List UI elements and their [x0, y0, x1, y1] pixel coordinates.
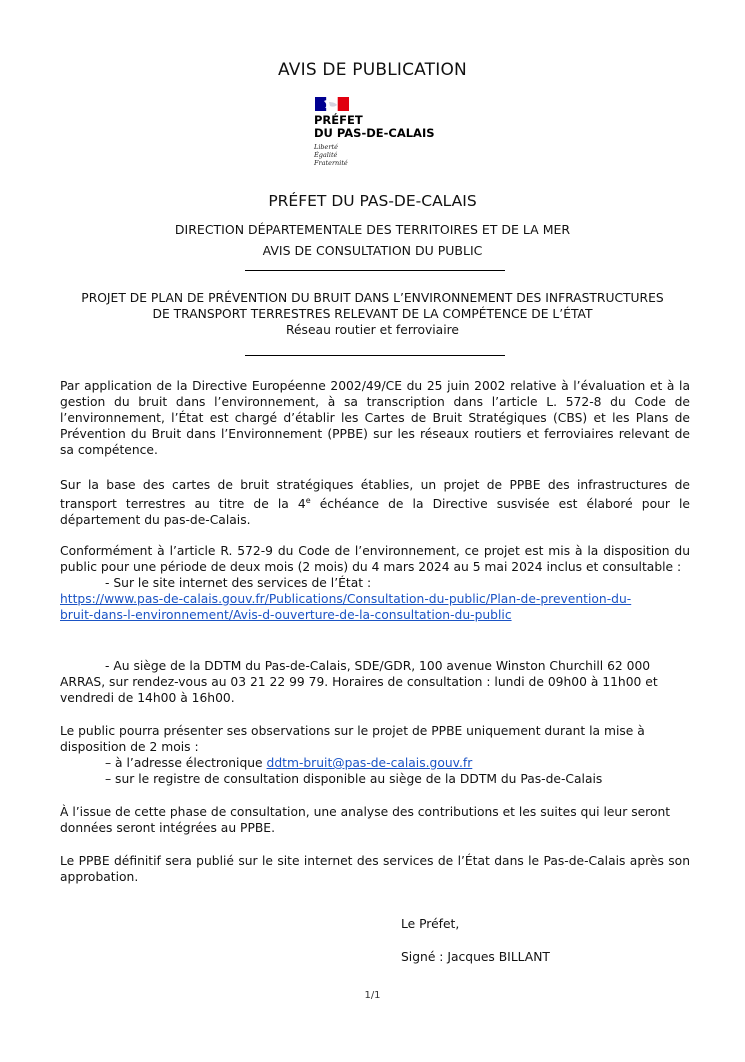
paragraph-consultation-period — [60, 543, 690, 623]
paragraph-text-part: Sur la base des cartes de bruit stratégiques établies, un projet de PPBE des infrastructures de transport terrestres au titre de la 4 — [60, 478, 690, 512]
project-subtitle: Réseau routier et ferroviaire — [286, 323, 459, 337]
logo-motto-egalite: Égalité — [314, 151, 338, 159]
logo-line-prefet: PRÉFET — [314, 113, 363, 127]
consultation-url-link[interactable] — [60, 592, 631, 622]
logo-line-department: DU PAS-DE-CALAIS — [314, 126, 435, 140]
paragraph-text: Par application de la Directive Européenne 2002/49/CE du 25 juin 2002 relative à l’évaluation et à la gestion du bruit dans l’environnement, à sa transcription dans l’article L. 572-8 du Code de l’environnement, l’État est chargé d’établir les Cartes de Bruit Stratégiques (CBS) et les Plans de Prévention du Bruit dans l’Environnement (PPBE) sur les réseaux routiers et ferroviaires relevant de sa compétence. — [60, 379, 690, 457]
paragraph-text: Le public pourra présenter ses observations sur le projet de PPBE uniquement durant la mise à disposition de 2 mois : — [60, 724, 645, 754]
paragraph-ddtm-address — [60, 658, 690, 706]
superscript: e — [305, 496, 311, 505]
list-item-text: – à l’adresse électronique — [105, 756, 267, 770]
paragraph-text-part: échéance de la Directive susvisée est élaboré pour le département du pas-de-Calais. — [60, 497, 690, 528]
project-title-line2: DE TRANSPORT TERRESTRES RELEVANT DE LA COMPÉTENCE DE L’ÉTAT — [152, 307, 593, 321]
avis-title: AVIS DE PUBLICATION — [278, 60, 467, 80]
paragraph-text: vendredi de 14h00 à 16h00. — [60, 691, 235, 705]
link-text-line2: bruit-dans-l-environnement/Avis-d-ouverture-de-la-consultation-du-public — [60, 608, 512, 622]
email-link[interactable]: ddtm-bruit@pas-de-calais.gouv.fr — [266, 756, 473, 770]
paragraph-text: Conformément à l’article R. 572-9 du Code de l’environnement, ce projet est mis à la disposition du public pour une période de deux mois (2 mois) du 4 mars 2024 au 5 mai 2024 inclus et consultable : — [60, 544, 690, 574]
paragraph-text: À l’issue de cette phase de consultation, une analyse des contributions et les suites qui leur seront données seront intégrées au PPBE. — [60, 805, 671, 835]
website-link-block — [60, 591, 690, 623]
paragraph-analysis — [60, 804, 690, 836]
prefecture-logo — [314, 97, 474, 177]
logo-motto-fraternite: Fraternité — [314, 159, 348, 167]
paragraph-ppbe-project — [60, 477, 690, 528]
link-text-line1: https://www.pas-de-calais.gouv.fr/Publications/Consultation-du-public/Plan-de-prevention-du- — [60, 592, 632, 606]
signature-title: Le Préfet, — [401, 917, 460, 931]
marianne-flag-icon — [315, 97, 349, 111]
paragraph-text — [60, 477, 690, 528]
paragraph-final-ppbe — [60, 853, 690, 885]
divider — [245, 355, 505, 356]
list-item: – sur le registre de consultation disponible au siège de la DDTM du Pas-de-Calais — [105, 772, 603, 786]
project-title-line1: PROJET DE PLAN DE PRÉVENTION DU BRUIT DANS L’ENVIRONNEMENT DES INFRASTRUCTURES — [81, 291, 664, 305]
direction-heading: DIRECTION DÉPARTEMENTALE DES TERRITOIRES ET DE LA MER — [174, 222, 571, 237]
paragraph-directive — [60, 378, 690, 458]
prefet-heading: PRÉFET DU PAS-DE-CALAIS — [268, 192, 477, 210]
signature-name: Signé : Jacques BILLANT — [401, 950, 550, 964]
paragraph-observations — [60, 723, 690, 787]
paragraph-text: Le PPBE définitif sera publié sur le site internet des services de l’État dans le Pas-de-Calais après son approbation. — [60, 854, 690, 884]
project-title — [0, 290, 745, 338]
page-number: 1/1 — [364, 990, 381, 1001]
list-item: - Sur le site internet des services de l’État : — [105, 576, 372, 590]
consultation-heading: AVIS DE CONSULTATION DU PUBLIC — [262, 243, 483, 258]
logo-motto-liberte: Liberté — [314, 143, 338, 151]
list-item: - Au siège de la DDTM du Pas-de-Calais, SDE/GDR, 100 avenue Winston Churchill 62 000 — [105, 659, 651, 673]
paragraph-text: ARRAS, sur rendez-vous au 03 21 22 99 79. Horaires de consultation : lundi de 09h00 à 11h00 et — [60, 675, 658, 689]
list-item — [60, 755, 690, 771]
divider — [245, 270, 505, 271]
